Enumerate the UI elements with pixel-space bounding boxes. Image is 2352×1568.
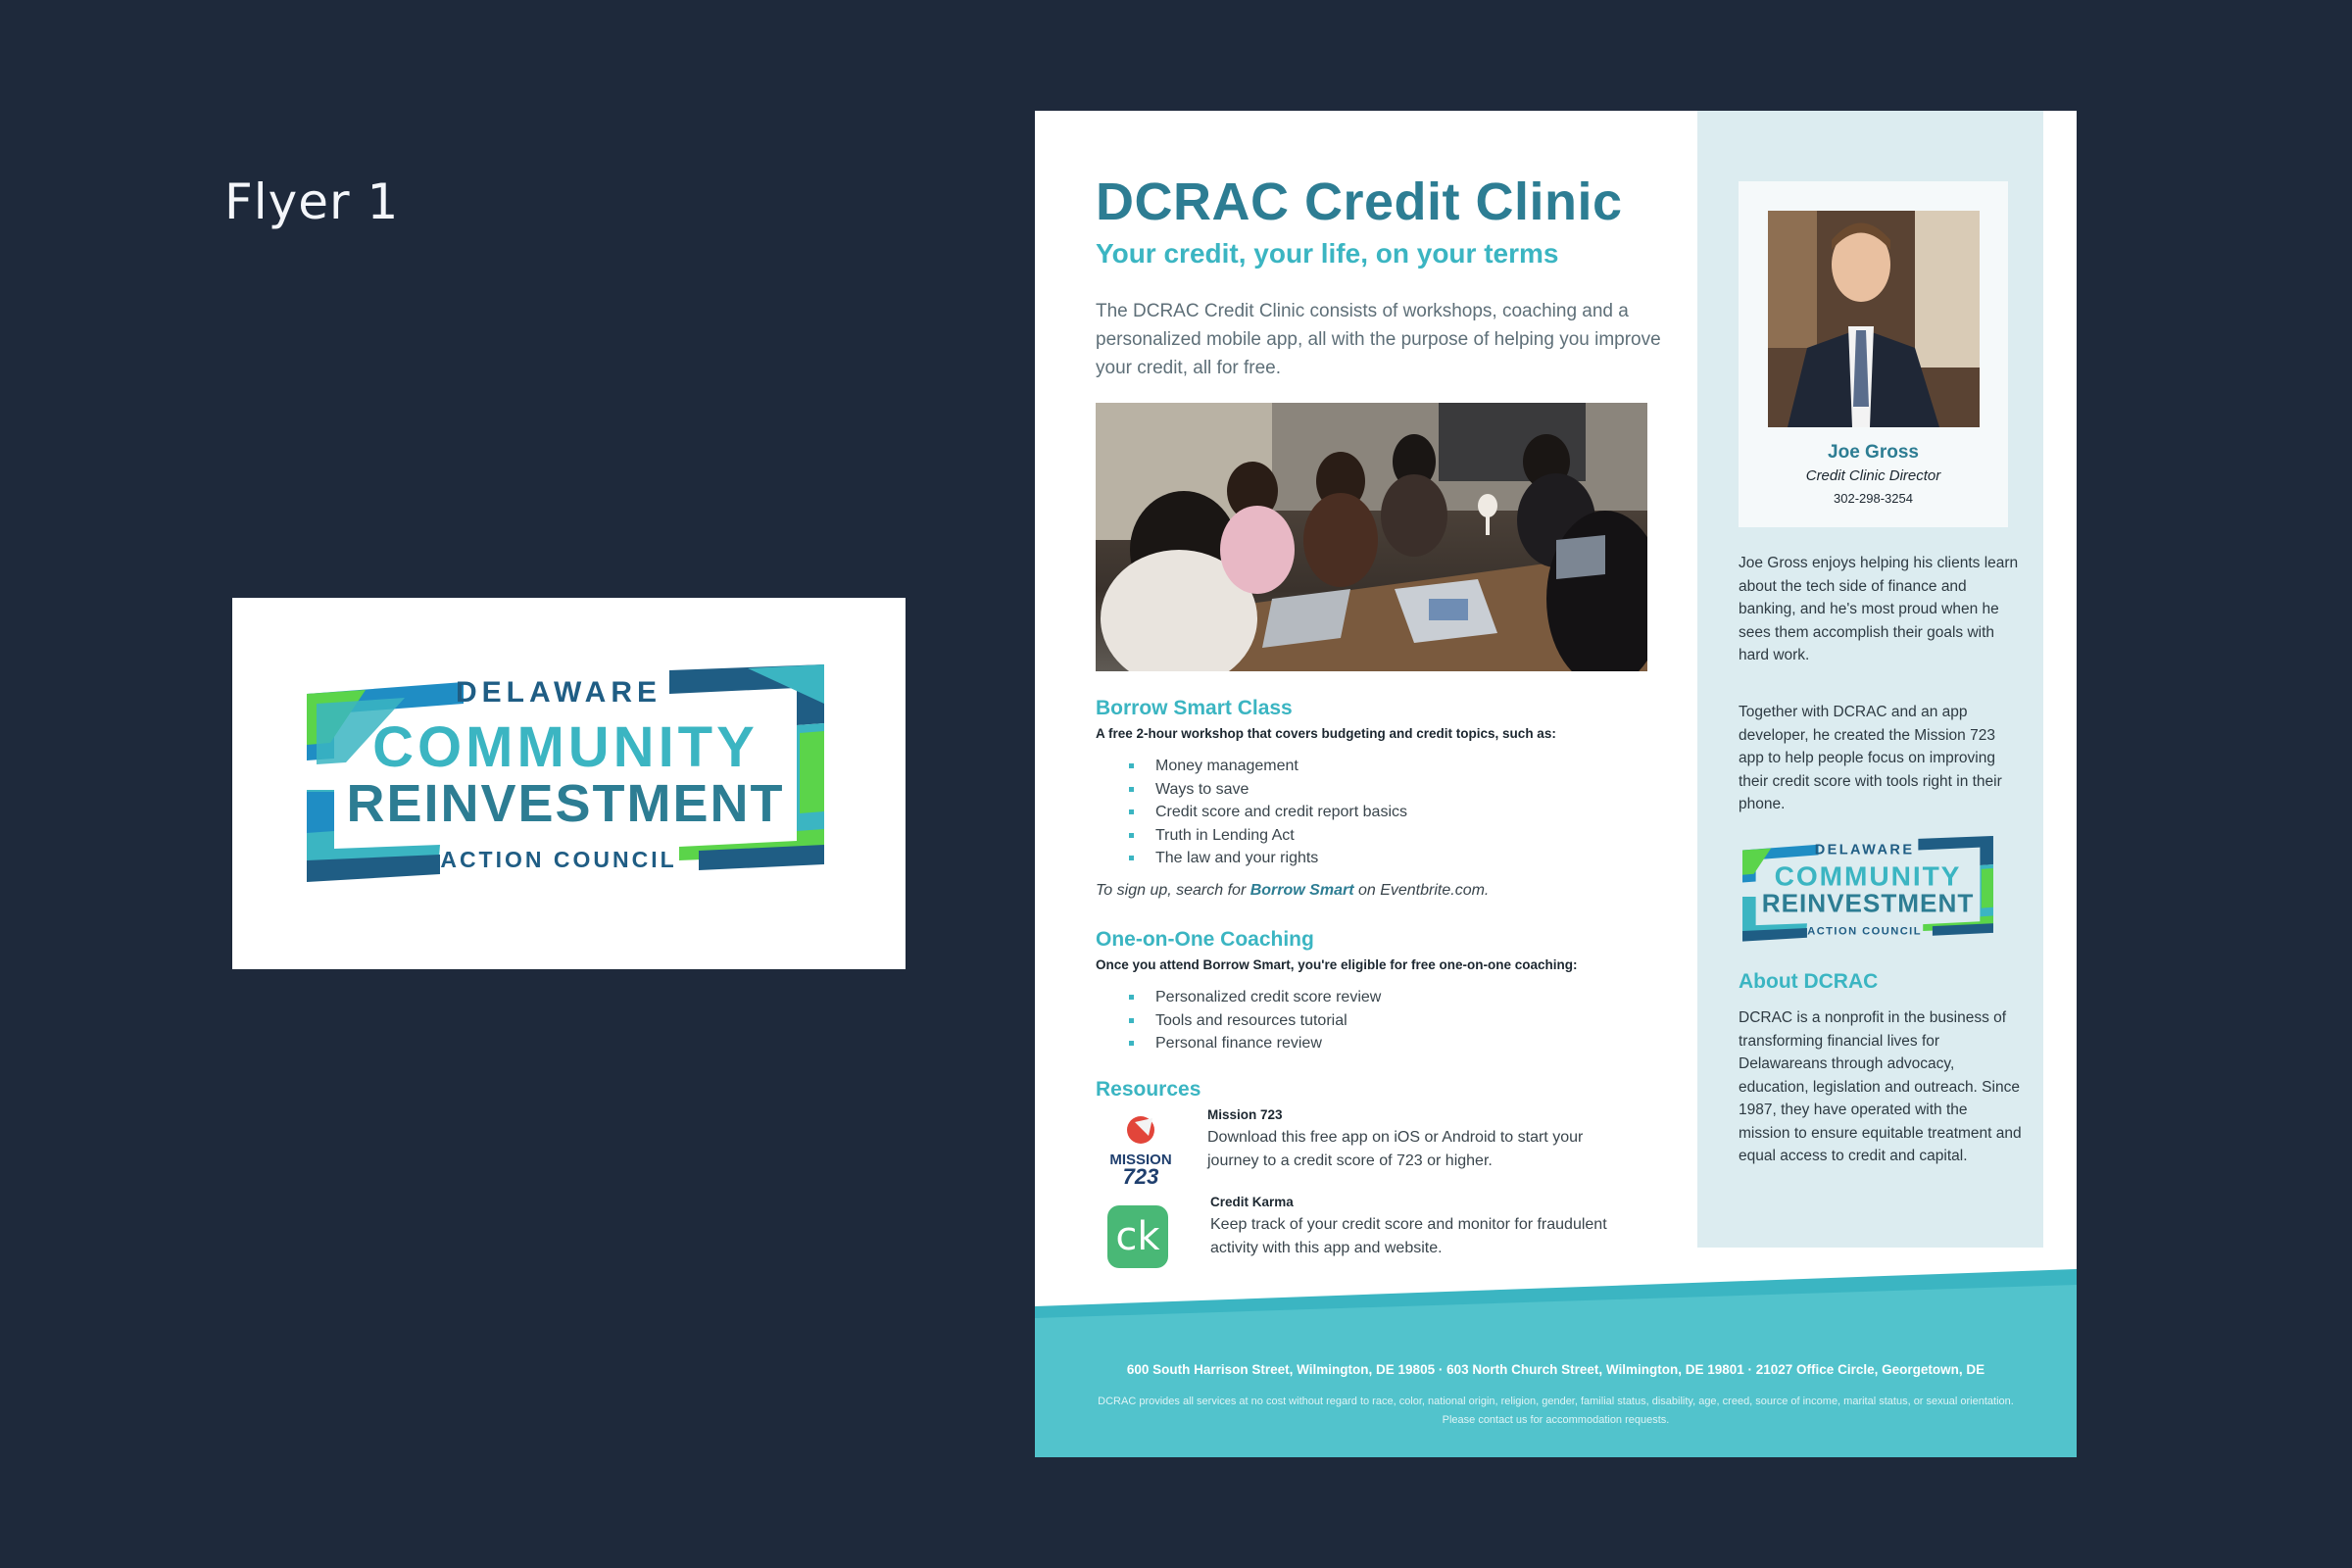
bio-paragraph-2: Together with DCRAC and an app developer, he created the Mission 723 app to help people focus on improving their credit score with tools right in their phone. (1739, 704, 2002, 812)
resource-title: Credit Karma (1210, 1195, 1294, 1209)
about-text: DCRAC is a nonprofit in the business of transforming financial lives for Delawareans through advocacy, education, legislation and outreach. Since 1987, they have operated with the mission to ensure equitable treatment and equal access to credit and capital. (1739, 1009, 2022, 1164)
flyer-header (1096, 172, 1664, 382)
svg-text:ACTION COUNCIL: ACTION COUNCIL (1807, 925, 1922, 938)
list-item: Tools and resources tutorial (1129, 1009, 1578, 1033)
profile-phone: 302-298-3254 (1834, 491, 1913, 506)
list-item: Money management (1129, 755, 1556, 778)
flyer-intro: The DCRAC Credit Clinic consists of workshops, coaching and a personalized mobile app, all with the purpose of helping you improve your credit, all for free. (1096, 301, 1661, 378)
credit-clinic-flyer (1035, 111, 2077, 1457)
flyer-subtitle: Your credit, your life, on your terms (1096, 238, 1559, 269)
bio-paragraph-1: Joe Gross enjoys helping his clients learn about the tech side of finance and banking, and he's most proud when he sees them accomplish their goals with hard work. (1739, 555, 2019, 663)
profile-role: Credit Clinic Director (1805, 467, 1941, 484)
flyer-label: Flyer 1 (224, 173, 400, 230)
flyer-title: DCRAC Credit Clinic (1096, 172, 1623, 231)
logo-line-1: DELAWARE (455, 676, 662, 709)
list-item: Personal finance review (1129, 1032, 1578, 1055)
profile-name: Joe Gross (1828, 442, 1919, 463)
logo-line-4: ACTION COUNCIL (440, 847, 677, 872)
meeting-photo (1096, 403, 1647, 671)
footer-disclaimer: DCRAC provides all services at no cost without regard to race, color, national origin, religion, gender, familial status, disability, age, creed, source of income, marital status, or sexual orientation. Please contact us for accommodation requests. (1098, 1396, 2014, 1426)
eventbrite-search-term: Borrow Smart (1250, 881, 1354, 899)
coaching-list (1096, 986, 1578, 1055)
credit-karma-logo: ck (1107, 1205, 1168, 1268)
borrow-smart-section (1096, 697, 1556, 900)
portrait-photo (1768, 211, 1980, 427)
list-item: The law and your rights (1129, 847, 1556, 870)
resource-mission-723 (1207, 1107, 1619, 1172)
coaching-section (1096, 928, 1578, 1055)
coaching-sub: Once you attend Borrow Smart, you're eligible for free one-on-one coaching: (1096, 957, 1578, 972)
svg-text:MISSION: MISSION (1109, 1152, 1172, 1168)
profile-card (1739, 181, 2008, 527)
list-item: Personalized credit score review (1129, 986, 1578, 1009)
sidebar-dcrac-logo (1742, 836, 1993, 945)
list-item: Truth in Lending Act (1129, 824, 1556, 848)
about-heading: About DCRAC (1739, 970, 1879, 993)
footer-addresses: 600 South Harrison Street, Wilmington, DE 19805 · 603 North Church Street, Wilmington, DE 19801 · 21027 Office Circle, Georgetown, DE (1126, 1362, 1985, 1377)
borrow-smart-list (1096, 755, 1556, 870)
resource-desc: Download this free app on iOS or Android to start your journey to a credit score of 723 or higher. (1207, 1129, 1584, 1169)
coaching-heading: One-on-One Coaching (1096, 928, 1314, 951)
svg-text:DELAWARE: DELAWARE (1814, 842, 1915, 858)
logo-line-3: REINVESTMENT (346, 774, 785, 833)
signup-text: To sign up, search for Borrow Smart on Eventbrite.com. (1096, 881, 1490, 899)
dcrac-logo (307, 664, 824, 889)
borrow-smart-sub: A free 2-hour workshop that covers budgeting and credit topics, such as: (1096, 726, 1556, 741)
meeting-photo-illustration (1096, 403, 1647, 671)
resources-heading: Resources (1096, 1078, 1201, 1101)
svg-text:REINVESTMENT: REINVESTMENT (1761, 888, 1975, 918)
resource-desc: Keep track of your credit score and monitor for fraudulent activity with this app and website. (1210, 1216, 1607, 1256)
logo-line-2: COMMUNITY (372, 715, 759, 779)
mission-723-logo (1102, 1110, 1180, 1189)
list-item: Credit score and credit report basics (1129, 801, 1556, 824)
resource-title: Mission 723 (1207, 1107, 1283, 1122)
svg-text:COMMUNITY: COMMUNITY (1774, 860, 1962, 892)
resource-credit-karma (1210, 1195, 1622, 1259)
borrow-smart-heading: Borrow Smart Class (1096, 697, 1293, 719)
svg-text:723: 723 (1122, 1164, 1159, 1189)
list-item: Ways to save (1129, 778, 1556, 802)
